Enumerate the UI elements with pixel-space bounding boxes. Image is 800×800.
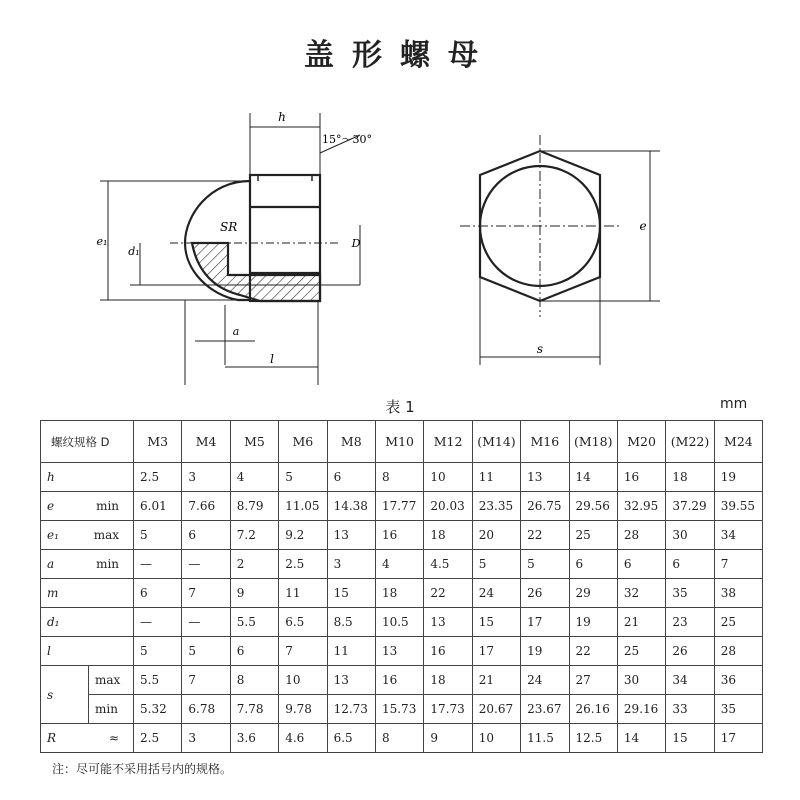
table-row: [41, 608, 763, 637]
header-size-cell: M16: [521, 421, 569, 463]
table-cell: 2.5: [134, 724, 182, 753]
table-cell: 11.5: [521, 724, 569, 753]
table-cell: 29: [569, 579, 617, 608]
table-cell: 29.16: [617, 695, 665, 724]
table-cell: 27: [569, 666, 617, 695]
table-cell: 18: [424, 521, 472, 550]
table-cell: 21: [617, 608, 665, 637]
table-cell: 28: [617, 521, 665, 550]
table-cell: 10: [424, 463, 472, 492]
table-cell: 2.5: [134, 463, 182, 492]
table-cell: 14: [617, 724, 665, 753]
row-label-cell: [41, 608, 134, 637]
header-size-cell: M12: [424, 421, 472, 463]
table-cell: —: [182, 608, 230, 637]
header-size-cell: (M22): [666, 421, 714, 463]
row-label-cell: [41, 492, 134, 521]
table-cell: 11.05: [279, 492, 327, 521]
table-cell: 6.01: [134, 492, 182, 521]
label-d: D: [351, 237, 361, 250]
table-cell: 6: [182, 521, 230, 550]
table-cell: 13: [327, 666, 375, 695]
row-qualifier-cell: min: [89, 695, 134, 724]
row-label-cell: [41, 463, 134, 492]
label-e: e: [639, 219, 647, 233]
spec-table: [40, 420, 763, 753]
row-qualifier: max: [93, 528, 120, 542]
table-cell: 3: [182, 463, 230, 492]
table-cell: 7.78: [230, 695, 278, 724]
row-label-cell: [41, 637, 134, 666]
table-cell: 13: [327, 521, 375, 550]
row-label-cell: [41, 724, 134, 753]
side-view: [185, 175, 320, 301]
row-symbol: a: [47, 557, 55, 571]
header-size-cell: (M18): [569, 421, 617, 463]
table-cell: 23: [666, 608, 714, 637]
table-cell: 5.32: [134, 695, 182, 724]
table-cell: 10: [472, 724, 520, 753]
table-cell: 5: [134, 637, 182, 666]
table-cell: 17.77: [375, 492, 423, 521]
table-cell: 23.35: [472, 492, 520, 521]
table-cell: 6: [617, 550, 665, 579]
table-cell: 11: [472, 463, 520, 492]
table-cell: 36: [714, 666, 762, 695]
table-cell: 26: [521, 579, 569, 608]
table-cell: 17.73: [424, 695, 472, 724]
table-cell: 32.95: [617, 492, 665, 521]
table-cell: 25: [714, 608, 762, 637]
table-cell: 6.5: [327, 724, 375, 753]
table-cell: 17: [714, 724, 762, 753]
table-cell: 22: [569, 637, 617, 666]
table-cell: —: [134, 608, 182, 637]
table-cell: 21: [472, 666, 520, 695]
table-cell: 19: [569, 608, 617, 637]
row-symbol-cell: s: [41, 666, 89, 724]
row-symbol: d₁: [47, 615, 60, 629]
label-s: s: [536, 342, 544, 356]
table-cell: 33: [666, 695, 714, 724]
label-d1: d₁: [128, 245, 140, 258]
table-cell: 5: [279, 463, 327, 492]
table-cell: 7: [279, 637, 327, 666]
table-row: [41, 550, 763, 579]
table-cell: 38: [714, 579, 762, 608]
row-qualifier: ≈: [108, 731, 120, 745]
table-cell: 4: [375, 550, 423, 579]
table-cell: 18: [666, 463, 714, 492]
header-size-cell: M5: [230, 421, 278, 463]
label-a: a: [232, 325, 240, 338]
table-cell: 18: [424, 666, 472, 695]
table-cell: 28: [714, 637, 762, 666]
table-cell: 26.16: [569, 695, 617, 724]
header-size-cell: M10: [375, 421, 423, 463]
table-cell: 5: [472, 550, 520, 579]
table-cell: 5.5: [134, 666, 182, 695]
table-cell: —: [182, 550, 230, 579]
table-cell: 8: [230, 666, 278, 695]
table-cell: 15: [327, 579, 375, 608]
table-cell: 15: [666, 724, 714, 753]
table-cell: 26.75: [521, 492, 569, 521]
table-cell: 18: [375, 579, 423, 608]
table-cell: 10: [279, 666, 327, 695]
table-cell: 16: [617, 463, 665, 492]
table-cell: 17: [472, 637, 520, 666]
table-unit: mm: [720, 396, 748, 412]
table-row: [41, 463, 763, 492]
label-h: h: [278, 110, 286, 124]
label-e1: e₁: [96, 235, 108, 248]
table-cell: 12.73: [327, 695, 375, 724]
row-label-cell: [41, 521, 134, 550]
table-header-row: [41, 421, 763, 463]
table-cell: 2: [230, 550, 278, 579]
table-cell: 20: [472, 521, 520, 550]
header-size-cell: (M14): [472, 421, 520, 463]
table-cell: 11: [327, 637, 375, 666]
table-cell: 16: [375, 521, 423, 550]
row-symbol: h: [47, 470, 55, 484]
table-cell: 3: [182, 724, 230, 753]
row-qualifier-cell: max: [89, 666, 134, 695]
table-cell: 24: [472, 579, 520, 608]
table-cell: 8: [375, 463, 423, 492]
table-cell: 26: [666, 637, 714, 666]
header-size-cell: M8: [327, 421, 375, 463]
table-cell: 20.67: [472, 695, 520, 724]
table-cell: 6: [327, 463, 375, 492]
table-cell: 30: [666, 521, 714, 550]
table-cell: 7: [714, 550, 762, 579]
label-angle: 15°～30°: [322, 133, 372, 146]
table-cell: 9: [230, 579, 278, 608]
table-cell: 15.73: [375, 695, 423, 724]
table-cell: 34: [714, 521, 762, 550]
table-cell: 4: [230, 463, 278, 492]
header-size-cell: M3: [134, 421, 182, 463]
table-cell: 7: [182, 579, 230, 608]
table-cell: 17: [521, 608, 569, 637]
table-cell: 15: [472, 608, 520, 637]
table-row: [41, 637, 763, 666]
row-symbol: R: [47, 731, 57, 745]
table-cell: 8.79: [230, 492, 278, 521]
row-qualifier: min: [96, 499, 120, 513]
table-cell: 3.6: [230, 724, 278, 753]
table-cell: 9: [424, 724, 472, 753]
table-cell: 13: [375, 637, 423, 666]
table-cell: —: [134, 550, 182, 579]
table-cell: 6.78: [182, 695, 230, 724]
row-symbol: l: [47, 644, 51, 658]
table-cell: 34: [666, 666, 714, 695]
header-size-cell: M20: [617, 421, 665, 463]
table-cell: 14.38: [327, 492, 375, 521]
page-title: 盖形螺母: [304, 38, 496, 73]
table-cell: 19: [714, 463, 762, 492]
table-cell: 13: [521, 463, 569, 492]
row-qualifier: min: [96, 557, 120, 571]
table-cell: 35: [714, 695, 762, 724]
table-cell: 3: [327, 550, 375, 579]
table-cell: 8.5: [327, 608, 375, 637]
table-cell: 7: [182, 666, 230, 695]
header-size-cell: M24: [714, 421, 762, 463]
technical-drawing: [60, 95, 760, 395]
table-cell: 2.5: [279, 550, 327, 579]
table-row: [41, 724, 763, 753]
header-size-cell: M6: [279, 421, 327, 463]
row-symbol: e: [47, 499, 55, 513]
table-cell: 5: [134, 521, 182, 550]
table-cell: 25: [569, 521, 617, 550]
table-cell: 20.03: [424, 492, 472, 521]
table-cell: 37.29: [666, 492, 714, 521]
table-cell: 5: [182, 637, 230, 666]
cap-nut-drawing-svg: [60, 95, 760, 395]
table-cell: 6: [230, 637, 278, 666]
table-cell: 6: [134, 579, 182, 608]
table-cell: 13: [424, 608, 472, 637]
table-cell: 22: [424, 579, 472, 608]
table-cell: 4.5: [424, 550, 472, 579]
table-cell: 11: [279, 579, 327, 608]
header-label-cell: 螺纹规格 D: [41, 421, 134, 463]
table-cell: 24: [521, 666, 569, 695]
label-l: l: [270, 352, 274, 366]
table-cell: 16: [375, 666, 423, 695]
table-cell: 10.5: [375, 608, 423, 637]
table-row: [41, 492, 763, 521]
table-cell: 5: [521, 550, 569, 579]
table-row: [41, 666, 763, 695]
table-cell: 7.66: [182, 492, 230, 521]
table-caption: 表 1: [385, 398, 415, 416]
table-cell: 30: [617, 666, 665, 695]
table-cell: 7.2: [230, 521, 278, 550]
table-cell: 19: [521, 637, 569, 666]
header-size-cell: M4: [182, 421, 230, 463]
table-cell: 8: [375, 724, 423, 753]
table-cell: 5.5: [230, 608, 278, 637]
table-cell: 9.78: [279, 695, 327, 724]
table-cell: 16: [424, 637, 472, 666]
table-cell: 6.5: [279, 608, 327, 637]
table-cell: 32: [617, 579, 665, 608]
table-cell: 35: [666, 579, 714, 608]
row-symbol: m: [47, 586, 59, 600]
label-sr: SR: [220, 220, 238, 234]
table-cell: 9.2: [279, 521, 327, 550]
table-row: [41, 521, 763, 550]
table-cell: 12.5: [569, 724, 617, 753]
table-cell: 6: [666, 550, 714, 579]
table-cell: 14: [569, 463, 617, 492]
footnote: 注：尽可能不采用括号内的规格。: [52, 762, 233, 776]
table-cell: 39.55: [714, 492, 762, 521]
table-row: [41, 695, 763, 724]
table-cell: 23.67: [521, 695, 569, 724]
table-cell: 6: [569, 550, 617, 579]
table-cell: 4.6: [279, 724, 327, 753]
table-cell: 22: [521, 521, 569, 550]
table-row: [41, 579, 763, 608]
row-label-cell: [41, 550, 134, 579]
table-cell: 29.56: [569, 492, 617, 521]
row-symbol: e₁: [47, 528, 59, 542]
row-label-cell: [41, 579, 134, 608]
table-cell: 25: [617, 637, 665, 666]
